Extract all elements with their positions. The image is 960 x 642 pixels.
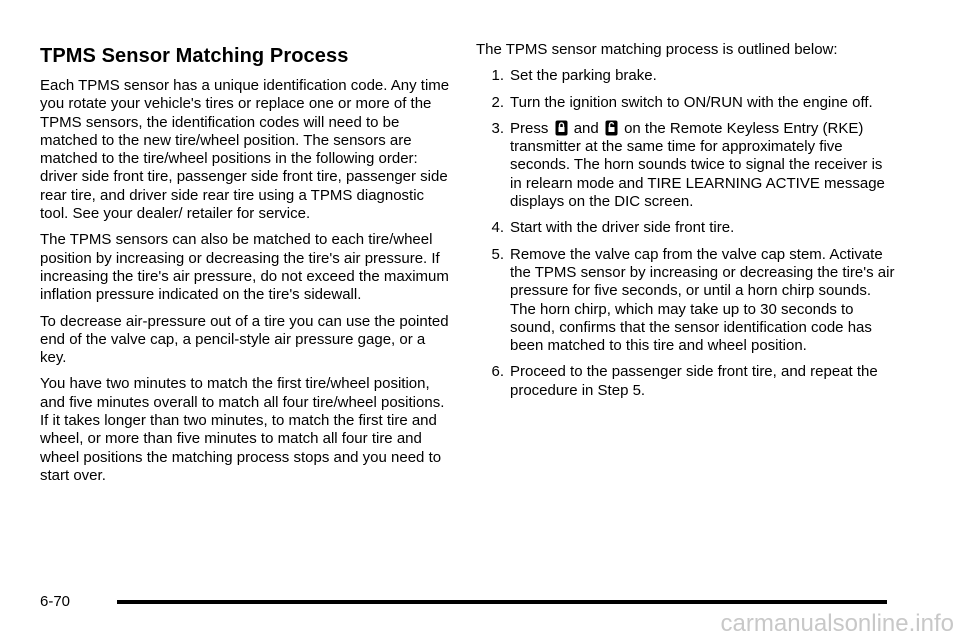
step-item [476,67,896,85]
procedure-steps [476,67,896,400]
page-number: 6-70 [40,593,71,610]
step-number: 2. [491,93,504,111]
step-number: 4. [491,219,504,237]
step-text: Remove the valve cap from the valve cap stem. Activate the TPMS sensor by increasing or decreasing the tire's air pressure for five seconds, or until a horn chirp sounds. The horn chirp, which may take up to 30 seconds to sound, confirms that the sensor identification code has been matched to this tire and wheel position. [510,245,895,355]
step-text: Proceed to the passenger side front tire, and repeat the procedure in Step 5. [510,363,878,399]
step-item [476,120,896,211]
lock-key-icon [555,120,568,136]
paragraph-time-limits: You have two minutes to match the first tire/wheel position, and five minutes overall to match all four tire/wheel positions. If it takes longer than two minutes, to match the first tire and wheel, or more than five minutes to match all four tire and wheel positions the matching process stops and you need to start over. [40,375,445,484]
step-text-and: and [573,119,599,137]
step-item [476,219,896,237]
step-item [476,94,896,112]
step-number: 5. [491,245,504,263]
section-heading: TPMS Sensor Matching Process [40,45,349,67]
step-text: Start with the driver side front tire. [510,219,735,237]
step-text: Set the parking brake. [510,67,657,85]
left-column [40,44,450,493]
step-number: 1. [491,67,504,85]
step-item [476,246,896,356]
step-text-rest: on the Remote Keyless Entry (RKE) transmitter at the same time for approximately five seconds. The horn sounds twice to signal the receiver is in relearn mode and TIRE LEARNING ACTIVE message displays on the DIC screen. [510,119,885,211]
watermark: carmanualsonline.info [720,610,954,637]
paragraph-decrease-pressure: To decrease air-pressure out of a tire you can use the pointed end of the valve cap, a pencil-style air pressure gage, or a key. [40,312,449,367]
right-column [476,41,896,408]
unlock-key-icon [605,120,618,136]
paragraph-sensor-id: Each TPMS sensor has a unique identification code. Any time you rotate your vehicle's tires or replace one or more of the TPMS sensors, the identification codes will need to be matched to the new tire/wheel position. The sensors are matched to the tire/wheel positions in the following order: driver side front tire, passenger side front tire, passenger side rear tire, and driver side rear tire using a TPMS diagnostic tool. See your dealer/ retailer for service. [40,77,450,223]
footer-rule [117,600,887,604]
step-number: 6. [491,363,504,381]
step-number: 3. [491,119,504,137]
step-item [476,363,896,400]
step-text-press: Press [510,119,549,137]
step-text: Turn the ignition switch to ON/RUN with the engine off. [510,93,873,111]
paragraph-pressure-matching: The TPMS sensors can also be matched to each tire/wheel position by increasing or decreasing the tire's air pressure. If increasing the tire's air pressure, do not exceed the maximum inflation pressure indicated on the tire's sidewall. [40,231,449,304]
procedure-intro: The TPMS sensor matching process is outlined below: [476,41,838,58]
step-text [510,120,896,211]
